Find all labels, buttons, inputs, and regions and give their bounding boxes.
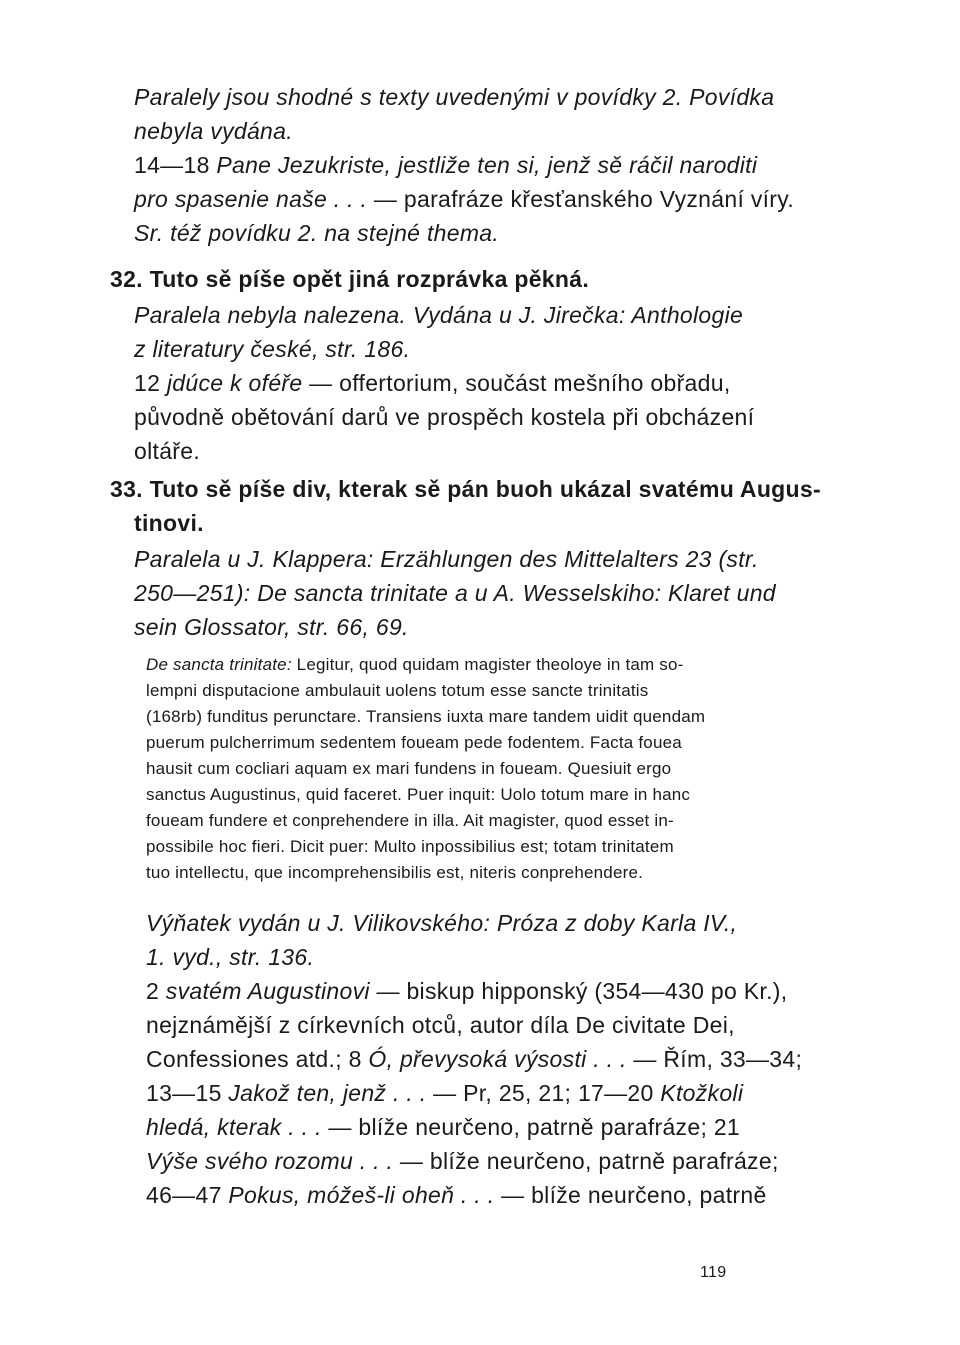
- section-heading: 32. Tuto sě píše opět jiná rozprávka pěkná.: [110, 266, 590, 292]
- text-line: nebyla vydána.: [134, 118, 293, 144]
- text-line: z literatury české, str. 186.: [134, 336, 411, 362]
- text-line: 1. vyd., str. 136.: [146, 944, 315, 970]
- verse-ref: 12: [134, 370, 167, 396]
- latin-line: hausit cum cocliari aquam ex mari fundens in foueam. Quesiuit ergo: [146, 759, 672, 778]
- text-line: [146, 1178, 767, 1212]
- commentary: — biskup hipponský (354—430 po Kr.),: [369, 978, 788, 1004]
- quoted-text: svatém Augustinovi: [165, 978, 370, 1004]
- verse-ref: 14—18: [134, 152, 217, 178]
- commentary: — blíže neurčeno, patrně parafráze; 21: [321, 1114, 741, 1140]
- latin-line: [146, 652, 684, 678]
- quoted-text: Pane Jezukriste, jestliže ten si, jenž sě ráčil naroditi: [216, 152, 758, 178]
- latin-title: De sancta trinitate:: [146, 655, 292, 674]
- verse-ref: 2: [146, 978, 166, 1004]
- text-line: [134, 366, 731, 400]
- text-line: [146, 1076, 743, 1110]
- text-line: [146, 1144, 779, 1178]
- text-line: Sr. též povídku 2. na stejné thema.: [134, 220, 500, 246]
- text-line: původně obětování darů ve prospěch kostela při obcházení: [134, 404, 755, 430]
- commentary: — Pr, 25, 21; 17—20: [426, 1080, 661, 1106]
- text-line: [134, 182, 794, 216]
- text-line: sein Glossator, str. 66, 69.: [134, 614, 409, 640]
- quoted-text: Výše svého rozomu . . .: [146, 1148, 394, 1174]
- text-line: Výňatek vydán u J. Vilikovského: Próza z doby Karla IV.,: [146, 910, 738, 936]
- text-line: Paralela u J. Klappera: Erzählungen des Mittelalters 23 (str.: [134, 546, 759, 572]
- commentary: — Řím, 33—34;: [626, 1046, 803, 1072]
- page-number: 119: [700, 1264, 727, 1281]
- text-line: Paralela nebyla nalezena. Vydána u J. Jirečka: Anthologie: [134, 302, 744, 328]
- latin-line: (168rb) funditus perunctare. Transiens iuxta mare tandem uidit quendam: [146, 707, 706, 726]
- latin-line: foueam fundere et conprehendere in illa. Ait magister, quod esset in-: [146, 811, 674, 830]
- section-heading: 33. Tuto sě píše div, kterak sě pán buoh ukázal svatému Augus-: [110, 476, 821, 502]
- text-line: [146, 1042, 802, 1076]
- latin-text: Legitur, quod quidam magister theoloye in tam so-: [291, 655, 684, 674]
- commentary: — offertorium, součást mešního obřadu,: [302, 370, 731, 396]
- quoted-text: Ó, převysoká výsosti . . .: [368, 1046, 627, 1072]
- verse-ref: 46—47: [146, 1182, 229, 1208]
- commentary: Confessiones atd.; 8: [146, 1046, 369, 1072]
- commentary: — blíže neurčeno, patrně parafráze;: [393, 1148, 779, 1174]
- latin-line: puerum pulcherrimum sedentem foueam pede fodentem. Facta fouea: [146, 733, 682, 752]
- quoted-text: Jakož ten, jenž . . .: [228, 1080, 427, 1106]
- section-heading-cont: tinovi.: [134, 510, 204, 536]
- latin-line: lempni disputacione ambulauit uolens totum esse sancte trinitatis: [146, 681, 649, 700]
- latin-line: sanctus Augustinus, quid faceret. Puer inquit: Uolo totum mare in hanc: [146, 785, 691, 804]
- verse-ref: 13—15: [146, 1080, 229, 1106]
- quoted-text: hledá, kterak . . .: [146, 1114, 322, 1140]
- text-line: nejznámější z církevních otců, autor díla De civitate Dei,: [146, 1012, 735, 1038]
- commentary: — blíže neurčeno, patrně: [494, 1182, 767, 1208]
- text-line: [134, 148, 757, 182]
- text-line: oltáře.: [134, 438, 201, 464]
- latin-line: tuo intellectu, que incomprehensibilis est, niteris conprehendere.: [146, 863, 644, 882]
- quoted-text: Pokus, móžeš-li oheň . . .: [228, 1182, 495, 1208]
- text-line: [146, 974, 787, 1008]
- quoted-text: jdúce k oféře: [166, 370, 303, 396]
- commentary: — parafráze křesťanského Vyznání víry.: [367, 186, 795, 212]
- quoted-text: Ktožkoli: [660, 1080, 744, 1106]
- text-line: 250—251): De sancta trinitate a u A. Wesselskiho: Klaret und: [134, 580, 776, 606]
- text-line: Paralely jsou shodné s texty uvedenými v povídky 2. Povídka: [134, 84, 775, 110]
- quoted-text: pro spasenie naše . . .: [134, 186, 368, 212]
- text-line: [146, 1110, 740, 1144]
- latin-line: possibile hoc fieri. Dicit puer: Multo inpossibilius est; totam trinitatem: [146, 837, 674, 856]
